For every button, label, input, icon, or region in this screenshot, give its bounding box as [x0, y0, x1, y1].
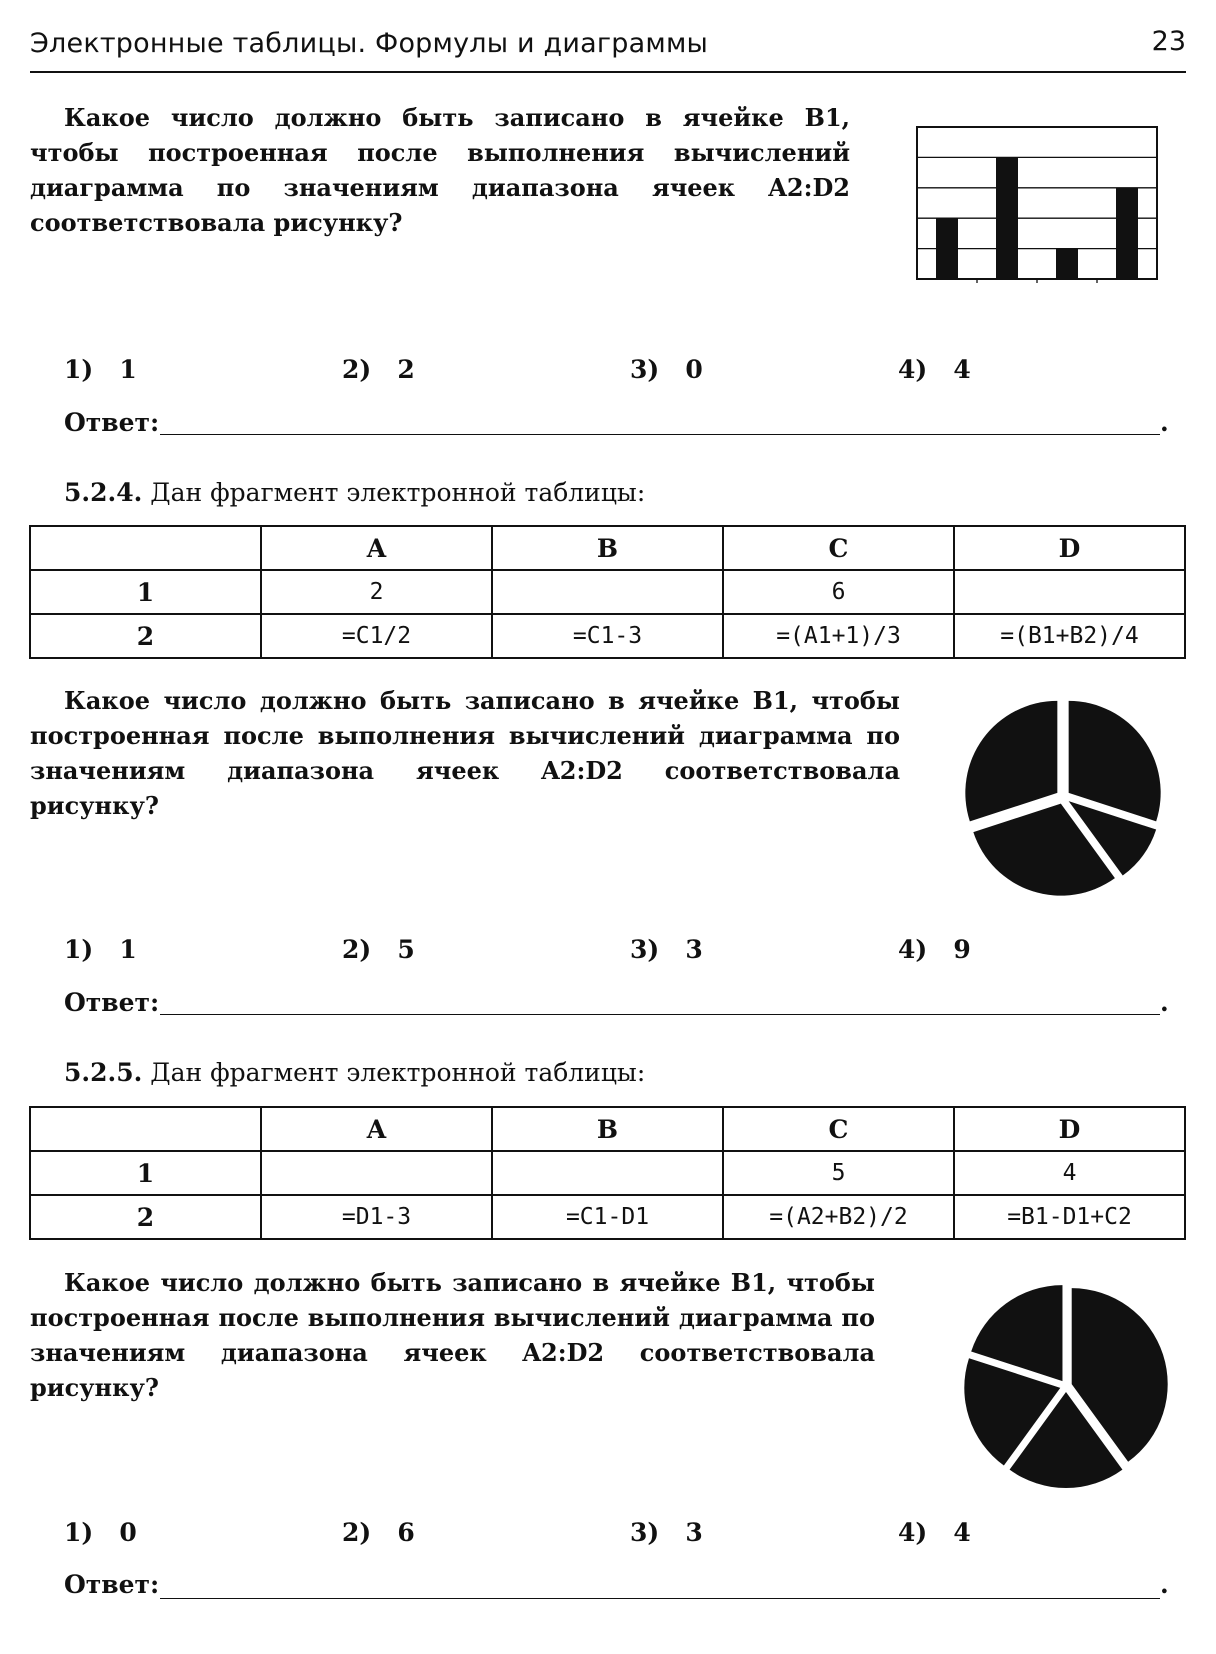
task-524-answer-dot: . — [1160, 988, 1169, 1017]
table-row-header: 1 — [30, 1151, 261, 1195]
table-column-header: D — [954, 1107, 1185, 1151]
task-524-option-3[interactable]: 3) 3 — [630, 935, 703, 964]
table-cell: =(A2+B2)/2 — [723, 1195, 954, 1239]
task-524-question: Какое число должно быть записано в ячейке B1, чтобы построенная после выполнения вычислений диаграмма по значениям диапазона ячеек A2:D2 соответствовала рисунку? — [30, 686, 900, 820]
table-header-row — [30, 1107, 1185, 1151]
table-header-row — [30, 526, 1185, 570]
table-cell: 6 — [723, 570, 954, 614]
q1-answer-dot: . — [1160, 408, 1169, 437]
task-525-option-2[interactable]: 2) 6 — [342, 1518, 415, 1547]
task-525-question: Какое число должно быть записано в ячейке B1, чтобы построенная после выполнения вычислений диаграмма по значениям диапазона ячеек A2:D2 соответствовала рисунку? — [30, 1268, 875, 1402]
table-cell: =D1-3 — [261, 1195, 492, 1239]
table-row-header: 2 — [30, 614, 261, 658]
bar-C2 — [1056, 249, 1078, 279]
table-cell: 5 — [723, 1151, 954, 1195]
table-row — [30, 570, 1185, 614]
table-cell: =C1-3 — [492, 614, 723, 658]
table-cell — [954, 570, 1185, 614]
pie-chart-524 — [955, 695, 1175, 905]
task-524-option-4[interactable]: 4) 9 — [898, 935, 971, 964]
table-column-header: B — [492, 1107, 723, 1151]
table-column-header: A — [261, 526, 492, 570]
table-column-header: C — [723, 1107, 954, 1151]
task-524-answer-field[interactable] — [160, 1014, 1160, 1015]
table-corner-cell — [30, 1107, 261, 1151]
task-524-number: 5.2.4. — [64, 478, 143, 507]
task-525-answer-label: Ответ: — [64, 1570, 160, 1599]
task-525-number: 5.2.5. — [64, 1058, 143, 1087]
task-524-option-1[interactable]: 1) 1 — [64, 935, 137, 964]
table-cell: =B1-D1+C2 — [954, 1195, 1185, 1239]
table-column-header: B — [492, 526, 723, 570]
table-column-header: C — [723, 526, 954, 570]
table-cell: =(B1+B2)/4 — [954, 614, 1185, 658]
task-524-heading — [64, 478, 645, 507]
table-row — [30, 1151, 1185, 1195]
task-525-title: Дан фрагмент электронной таблицы: — [150, 1058, 646, 1087]
table-cell: =C1-D1 — [492, 1195, 723, 1239]
q1-answer-label: Ответ: — [64, 408, 160, 437]
q1-option-3[interactable]: 3) 0 — [630, 355, 703, 384]
table-row — [30, 614, 1185, 658]
table-row-header: 2 — [30, 1195, 261, 1239]
table-column-header: D — [954, 526, 1185, 570]
task-525-option-4[interactable]: 4) 4 — [898, 1518, 971, 1547]
task-525-answer-dot: . — [1160, 1570, 1169, 1599]
pie-chart-525 — [958, 1276, 1178, 1496]
question-1-text: Какое число должно быть записано в ячейке B1, чтобы построенная после выполнения вычислений диаграмма по значениям диапазона ячеек A2:D2 соответствовала рисунку? — [30, 103, 850, 237]
task-524-title: Дан фрагмент электронной таблицы: — [150, 478, 646, 507]
table-column-header: A — [261, 1107, 492, 1151]
task-525-answer-field[interactable] — [160, 1598, 1160, 1599]
page-number: 23 — [1151, 26, 1186, 57]
pie-slice-A2 — [1069, 701, 1161, 821]
bar-D2 — [1116, 188, 1138, 279]
table-cell: =(A1+1)/3 — [723, 614, 954, 658]
task-524-option-2[interactable]: 2) 5 — [342, 935, 415, 964]
pie-slice-D2 — [965, 701, 1057, 821]
bar-B2 — [996, 157, 1018, 279]
task-524-answer-label: Ответ: — [64, 988, 160, 1017]
q1-answer-field[interactable] — [160, 434, 1160, 435]
q1-option-4[interactable]: 4) 4 — [898, 355, 971, 384]
header-rule — [30, 71, 1186, 73]
task-525-heading — [64, 1058, 645, 1087]
table-cell: 4 — [954, 1151, 1185, 1195]
task-525-table — [29, 1106, 1186, 1240]
task-525-option-3[interactable]: 3) 3 — [630, 1518, 703, 1547]
table-cell: =C1/2 — [261, 614, 492, 658]
table-cell — [492, 570, 723, 614]
bar-A2 — [936, 218, 958, 279]
table-cell — [261, 1151, 492, 1195]
table-row — [30, 1195, 1185, 1239]
table-cell — [492, 1151, 723, 1195]
q1-option-1[interactable]: 1) 1 — [64, 355, 137, 384]
bar-chart — [915, 125, 1173, 297]
task-525-option-1[interactable]: 1) 0 — [64, 1518, 137, 1547]
table-row-header: 1 — [30, 570, 261, 614]
table-corner-cell — [30, 526, 261, 570]
table-cell: 2 — [261, 570, 492, 614]
task-524-table — [29, 525, 1186, 659]
q1-option-2[interactable]: 2) 2 — [342, 355, 415, 384]
page-header-title: Электронные таблицы. Формулы и диаграммы — [30, 28, 709, 59]
